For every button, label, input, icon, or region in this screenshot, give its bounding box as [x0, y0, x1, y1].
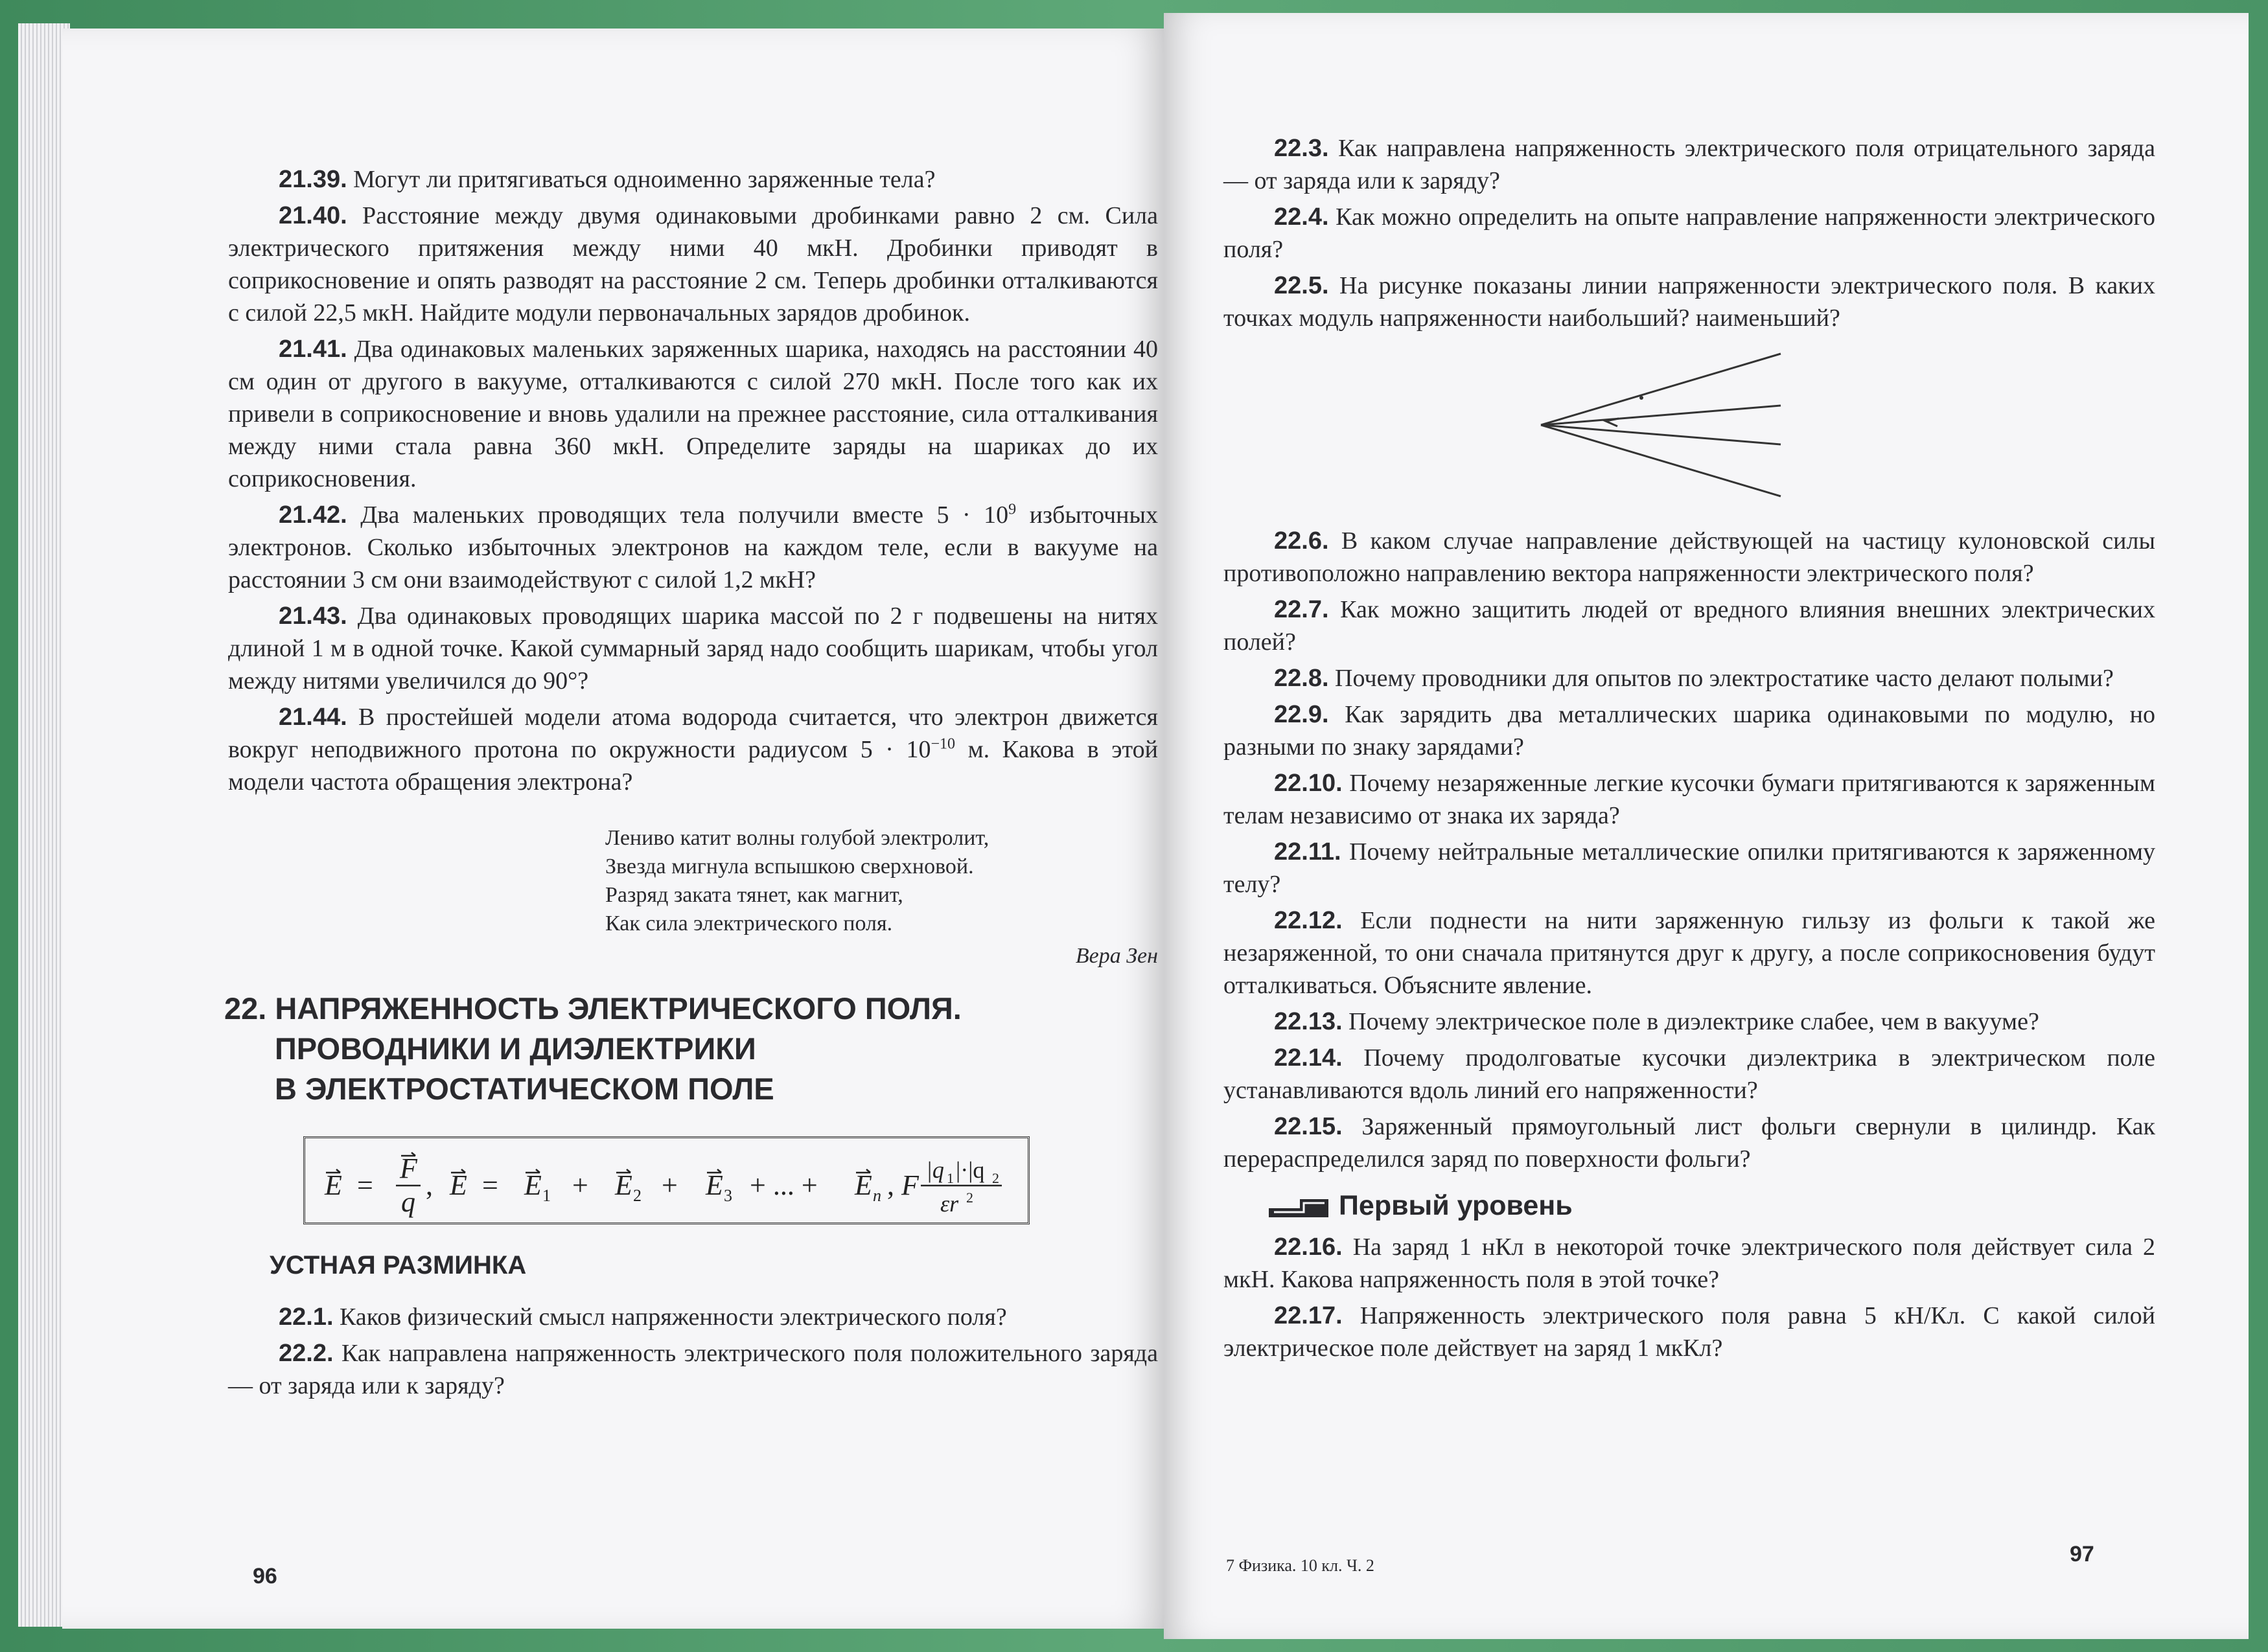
- poem-line: Разряд заката тянет, как магнит,: [605, 883, 903, 907]
- svg-text:q: q: [401, 1186, 415, 1218]
- poem-line: Лениво катит волны голубой электролит,: [605, 826, 989, 850]
- svg-text:=: =: [357, 1169, 373, 1201]
- poem-line: Как сила электрического поля.: [605, 912, 893, 935]
- formula-graphic: [318, 1141, 1012, 1219]
- problem-22-8: 22.8. Почему проводники для опытов по электростатике часто делают полыми?: [1274, 665, 2114, 692]
- problem-22-12: 22.12. Если поднести на нити заряженную гильзу из фольги к такой же незаряженной, то они сначала притянутся друг к другу, а после соприкосновения будут отталкиваться. Объясните явление.: [1223, 907, 2156, 999]
- problem-21-40: 21.40. Расстояние между двумя одинаковыми дробинками равно 2 см. Сила электрического притяжения между ними 40 мкН. Дробинки приводят в соприкосновение и опять разводят на расстояние 2 см. Теперь дробинки отталкиваются с силой 22,5 мкН. Найдите модули первоначальных зарядов дробинок.: [228, 202, 1158, 327]
- problem-21-44: 21.44. В простейшей модели атома водорода считается, что электрон движется вокруг неподвижного протона по окружности радиусом $5 \cdot 10^{-10}$ м. Какова в этой модели частота обращения электрона?: [228, 704, 1158, 796]
- svg-text:E: E: [706, 1169, 723, 1201]
- problem-22-11: 22.11. Почему нейтральные металлические опилки притягиваются к заряженному телу?: [1223, 838, 2156, 898]
- svg-text:=: =: [482, 1169, 498, 1201]
- svg-text:+ ... +: + ... +: [750, 1169, 818, 1201]
- level-heading: Первый уровень: [1267, 1189, 2155, 1222]
- svg-text:2: 2: [633, 1186, 642, 1205]
- svg-text:εr: εr: [940, 1191, 959, 1217]
- warmup-heading: УСТНАЯ РАЗМИНКА: [270, 1251, 527, 1279]
- problem-22-15: 22.15. Заряженный прямоугольный лист фольги свернули в цилиндр. Как перераспределился заряд по поверхности фольги?: [1223, 1113, 2155, 1173]
- problem-22-9: 22.9. Как зарядить два металлических шарика одинаковыми по модулю, но разными по знаку зарядами?: [1223, 701, 2155, 761]
- problem-22-1: 22.1. Каков физический смысл напряженности электрического поля?: [279, 1303, 1007, 1331]
- svg-text:2: 2: [966, 1189, 973, 1206]
- problem-22-5: 22.5. На рисунке показаны линии напряженности электрического поля. В каких точках модуль напряженности наибольший? наименьший?: [1223, 272, 2156, 332]
- poem-line: Звезда мигнула вспышкою сверхновой.: [605, 855, 974, 878]
- problem-22-10: 22.10. Почему незаряженные легкие кусочки бумаги притягиваются к заряженным телам независимо от знака их заряда?: [1223, 770, 2155, 829]
- svg-text:1: 1: [947, 1170, 954, 1186]
- problem-22-7: 22.7. Как можно защитить людей от вредного влияния внешних электрических полей?: [1223, 596, 2155, 656]
- svg-text:F: F: [901, 1169, 919, 1201]
- right-text-column: [1223, 132, 2155, 1368]
- chapter-title: 22. НАПРЯЖЕННОСТЬ ЭЛЕКТРИЧЕСКОГО ПОЛЯ. ПРОВОДНИКИ И ДИЭЛЕКТРИКИ В ЭЛЕКТРОСТАТИЧЕСКОМ ПОЛЕ: [224, 991, 962, 1106]
- svg-text:2: 2: [992, 1170, 999, 1186]
- svg-text:+: +: [572, 1169, 588, 1201]
- svg-text:+: +: [662, 1169, 678, 1201]
- problem-22-3: 22.3. Как направлена напряженность электрического поля отрицательного заряда — от заряда или к заряду?: [1223, 135, 2155, 194]
- problem-21-39: 21.39. Могут ли притягиваться одноименно заряженные тела?: [279, 166, 936, 193]
- problem-21-41: 21.41. Два одинаковых маленьких заряженных шарика, находясь на расстоянии 40 см один от другого в вакууме, отталкиваются с силой 270 мкН. После того как их привели в соприкосновение и вновь удалили на прежнее расстояние, сила отталкивания между ними стала равна 360 мкН. Определите заряды на шариках до их соприкосновения.: [228, 336, 1158, 492]
- formula-box: [303, 1136, 1030, 1224]
- svg-text:n: n: [873, 1186, 881, 1205]
- problem-22-17: 22.17. Напряженность электрического поля равна 5 кН/Кл. С какой силой электрическое поле действует на заряд 1 мкКл?: [1223, 1302, 2155, 1362]
- problem-21-43: 21.43. Два одинаковых проводящих шарика массой по 2 г подвешены на нитях длиной 1 м в одной точке. Какой суммарный заряд надо сообщить шарикам, чтобы угол между нитями увеличился до 90°?: [228, 602, 1158, 694]
- problem-22-6: 22.6. В каком случае направление действующей на частицу кулоновской силы противоположно направлению вектора напряженности электрического поля?: [1223, 527, 2156, 587]
- left-text-column: [224, 163, 1159, 1406]
- svg-text:,: ,: [426, 1169, 433, 1201]
- svg-text:3: 3: [724, 1186, 732, 1205]
- right-page: [1164, 13, 2249, 1639]
- problem-22-13: 22.13. Почему электрическое поле в диэлектрике слабее, чем в вакууме?: [1274, 1008, 2039, 1035]
- svg-text:|·|q: |·|q: [956, 1157, 985, 1183]
- steps-icon: [1267, 1193, 1330, 1219]
- poem-author: Вера Зен: [1075, 944, 1158, 968]
- svg-text:1: 1: [542, 1186, 551, 1205]
- svg-text:E: E: [855, 1169, 872, 1201]
- svg-text:E: E: [524, 1169, 542, 1201]
- page-number-left: 96: [253, 1564, 277, 1589]
- field-lines-diagram: [1534, 341, 1807, 509]
- svg-text:,: ,: [887, 1169, 894, 1201]
- epigraph-poem: [605, 824, 1158, 970]
- svg-text:E: E: [615, 1169, 632, 1201]
- problem-22-14: 22.14. Почему продолговатые кусочки диэлектрика в электрическом поле устанавливаются вдоль линий его напряженности?: [1223, 1044, 2155, 1104]
- svg-text:E: E: [325, 1169, 342, 1201]
- svg-text:|q: |q: [926, 1157, 944, 1183]
- left-page: [62, 29, 1164, 1629]
- signature-footer: 7 Физика. 10 кл. Ч. 2: [1226, 1556, 1374, 1575]
- svg-text:F: F: [400, 1153, 417, 1184]
- problem-21-42: 21.42. Два маленьких проводящих тела получили вместе $5 \cdot 10^9$ избыточных электронов. Сколько избыточных электронов на каждом теле, если в вакууме на расстоянии 3 см они взаимодействуют с силой 1,2 мкН?: [228, 501, 1159, 593]
- field-lines-figure: [1223, 341, 2155, 509]
- problem-22-2: 22.2. Как направлена напряженность электрического поля положительного заряда — от заряда или к заряду?: [228, 1340, 1159, 1399]
- page-number-right: 97: [2070, 1542, 2094, 1566]
- svg-text:E: E: [450, 1169, 467, 1201]
- problem-22-16: 22.16. На заряд 1 нКл в некоторой точке электрического поля действует сила 2 мкН. Какова напряженность поля в этой точке?: [1223, 1233, 2155, 1293]
- problem-22-4: 22.4. Как можно определить на опыте направление напряженности электрического поля?: [1223, 203, 2155, 263]
